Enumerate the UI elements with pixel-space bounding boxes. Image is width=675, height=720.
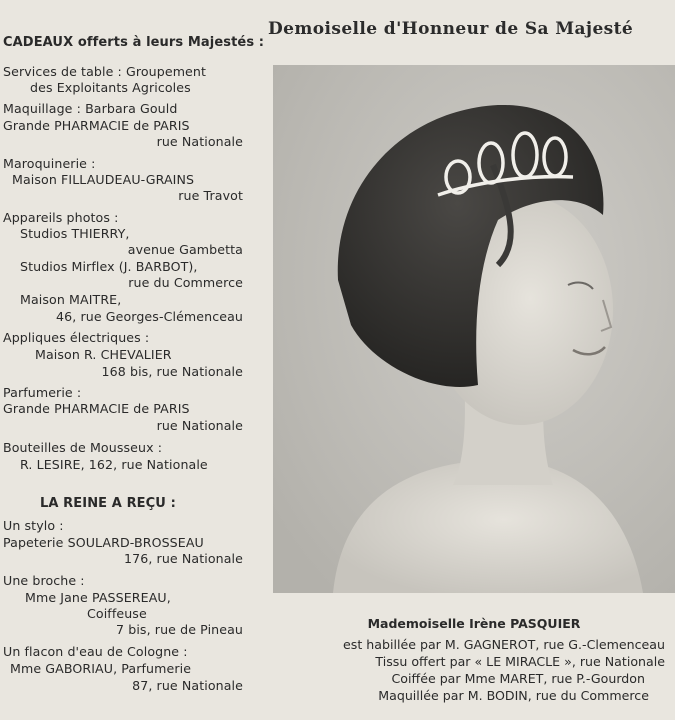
gift-line: rue du Commerce — [128, 275, 243, 290]
gift-line: Maison MAITRE, — [20, 292, 122, 307]
page-title: Demoiselle d'Honneur de Sa Majesté — [268, 19, 634, 39]
portrait-photo — [273, 65, 675, 593]
gift-line: rue Travot — [178, 188, 243, 203]
queen-line: Une broche : — [3, 573, 85, 588]
gift-line: Maquillage : Barbara Gould — [3, 101, 178, 116]
gift-line: Parfumerie : — [3, 385, 82, 400]
caption-line: Coiffée par Mme MARET, rue P.-Gourdon — [391, 671, 645, 686]
queen-line: 7 bis, rue de Pineau — [116, 622, 243, 637]
gift-line: des Exploitants Agricoles — [30, 80, 191, 95]
queen-line: Mme Jane PASSEREAU, — [25, 590, 171, 605]
caption-line: Maquillée par M. BODIN, rue du Commerce — [378, 688, 649, 703]
gift-line: R. LESIRE, 162, rue Nationale — [20, 457, 208, 472]
gift-line: avenue Gambetta — [127, 242, 243, 257]
gifts-column — [0, 0, 265, 720]
gift-line: 168 bis, rue Nationale — [101, 364, 243, 379]
gift-line: Maison FILLAUDEAU-GRAINS — [12, 172, 195, 187]
queen-line: 176, rue Nationale — [124, 551, 243, 566]
gift-line: rue Nationale — [156, 418, 243, 433]
caption-name: Mademoiselle Irène PASQUIER — [367, 616, 581, 631]
gift-line: Grande PHARMACIE de PARIS — [3, 401, 190, 416]
gift-line: Studios Mirflex (J. BARBOT), — [20, 259, 198, 274]
queen-line: 87, rue Nationale — [132, 678, 243, 693]
queen-line: Un stylo : — [3, 518, 64, 533]
queen-line: Mme GABORIAU, Parfumerie — [10, 661, 192, 676]
portrait-illustration — [273, 65, 675, 593]
queen-line: Coiffeuse — [87, 606, 147, 621]
gift-line: 46, rue Georges-Clémenceau — [56, 309, 243, 324]
queen-heading: LA REINE A REÇU : — [40, 496, 176, 511]
caption-line: est habillée par M. GAGNEROT, rue G.-Clemenceau — [343, 637, 665, 652]
gift-line: Maroquinerie : — [3, 156, 96, 171]
gift-line: Services de table : Groupement — [3, 64, 207, 79]
caption-line: Tissu offert par « LE MIRACLE », rue Nationale — [375, 654, 665, 669]
gifts-heading: CADEAUX offerts à leurs Majestés : — [3, 35, 265, 50]
gift-line: rue Nationale — [156, 134, 243, 149]
gift-line: Studios THIERRY, — [20, 226, 130, 241]
queen-line: Un flacon d'eau de Cologne : — [3, 644, 188, 659]
gift-line: Appareils photos : — [3, 210, 119, 225]
gift-line: Bouteilles de Mousseux : — [3, 440, 163, 455]
gift-line: Appliques électriques : — [3, 330, 150, 345]
gift-line: Maison R. CHEVALIER — [35, 347, 172, 362]
queen-line: Papeterie SOULARD-BROSSEAU — [3, 535, 204, 550]
gift-line: Grande PHARMACIE de PARIS — [3, 118, 190, 133]
